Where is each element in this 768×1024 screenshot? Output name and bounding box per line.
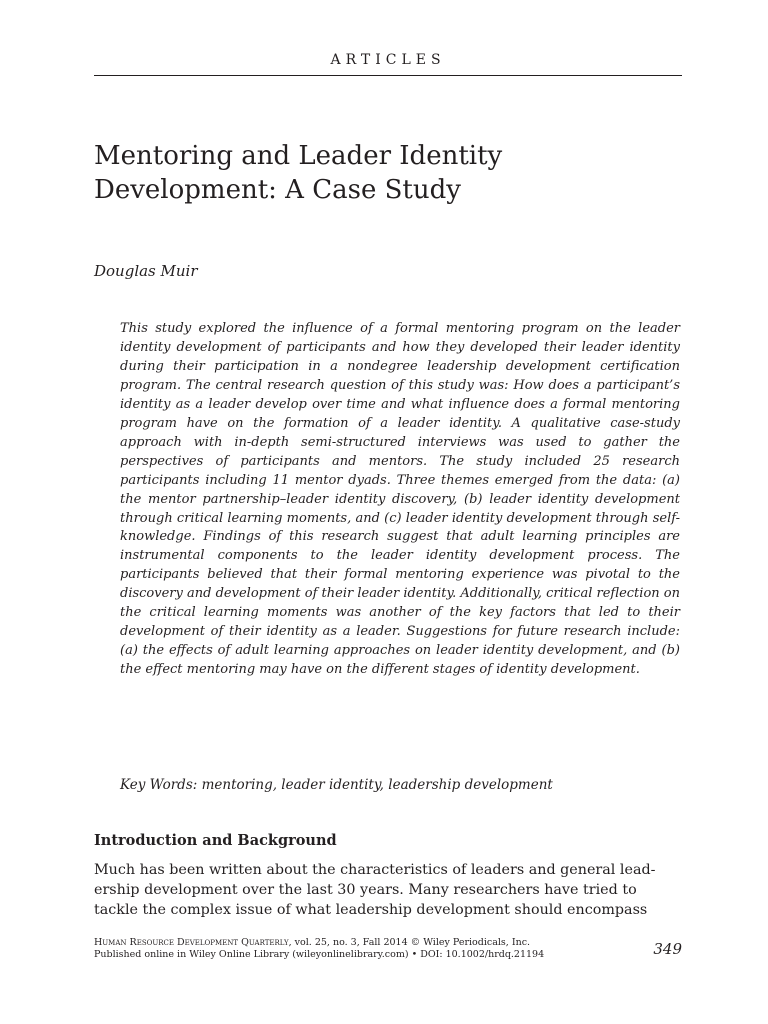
- section-heading: Introduction and Background: [94, 832, 337, 849]
- body-line-1: Much has been written about the characteristics of leaders and general lead-: [94, 862, 656, 878]
- journal-citation: , vol. 25, no. 3, Fall 2014 © Wiley Periodicals, Inc.: [288, 937, 531, 948]
- footer-journal-line: [94, 937, 682, 949]
- title-line-2: Development: A Case Study: [94, 175, 461, 205]
- journal-name: Human Resource Development Quarterly: [94, 937, 289, 948]
- section-label: ARTICLES: [330, 52, 446, 68]
- page-number: 349: [653, 940, 682, 958]
- title-line-1: Mentoring and Leader Identity: [94, 141, 503, 171]
- footer-published-line: Published online in Wiley Online Library (wileyonlinelibrary.com) • DOI: 10.1002/hrdq.21194: [94, 949, 545, 960]
- keywords: Key Words: mentoring, leader identity, leadership development: [120, 777, 553, 793]
- author-name: Douglas Muir: [94, 262, 198, 280]
- body-paragraph: [94, 860, 682, 920]
- body-line-2: ership development over the last 30 years. Many researchers have tried to: [94, 882, 637, 898]
- abstract: This study explored the influence of a formal mentoring program on the leader identity development of participants and how they developed their leader identity during their participation in a nondegree leadership development certification program. The central research question of this study was: How does a participant’s identity as a leader develop over time and what influence does a formal mentoring program have on the formation of a leader identity. A qualitative case-study approach with in-depth semi-structured interviews was used to gather the perspectives of participants and mentors. The study included 25 research participants including 11 mentor dyads. Three themes emerged from the data: (a) the mentor partnership–leader identity discovery, (b) leader identity development through critical learning moments, and (c) leader identity development through self-knowledge. Findings of this research suggest that adult learning principles are instrumental components to the leader identity development process. The participants believed that their formal mentoring experience was pivotal to the discovery and development of their leader identity. Additionally, critical reflection on the critical learning moments was another of the key factors that led to their development of their identity as a leader. Suggestions for future research include: (a) the effects of adult learning approaches on leader identity development, and (b) the effect mentoring may have on the different stages of identity development.: [120, 321, 680, 678]
- body-line-3: tackle the complex issue of what leadership development should encompass: [94, 902, 648, 918]
- article-title: [94, 139, 694, 207]
- footer-citation: [94, 937, 682, 961]
- header-rule: [94, 75, 682, 76]
